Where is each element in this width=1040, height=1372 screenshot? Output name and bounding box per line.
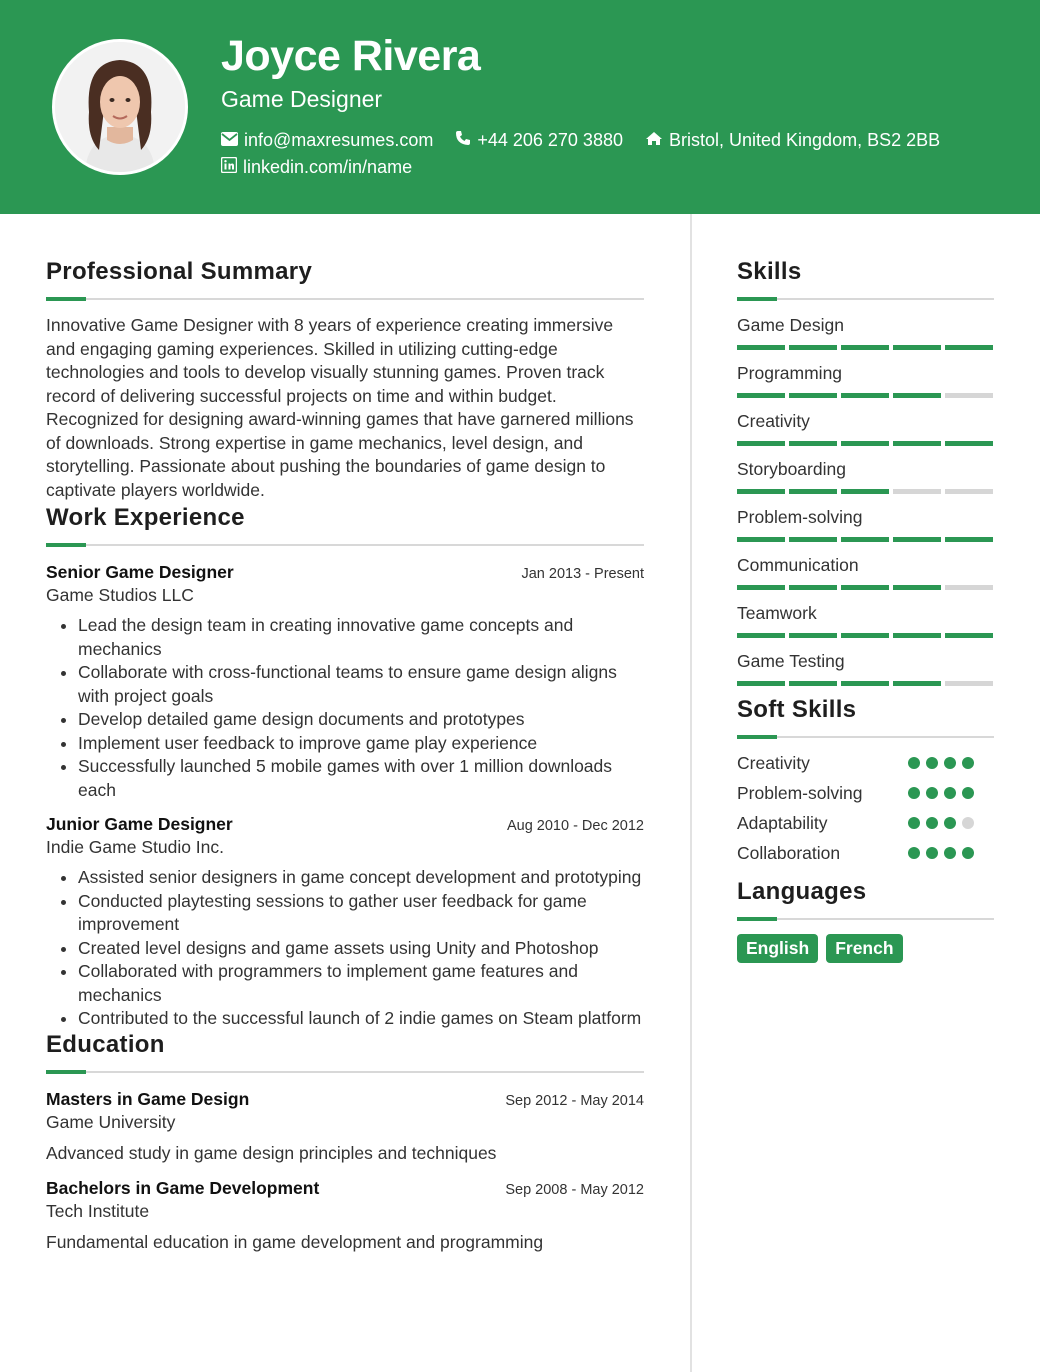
skill-level-segment [789, 441, 837, 446]
section-rule [737, 298, 994, 300]
candidate-name: Joyce Rivera [221, 32, 481, 80]
soft-skills-list [737, 748, 994, 868]
rating-dot [908, 817, 920, 829]
section-rule [46, 1071, 644, 1073]
soft-skill-item [737, 778, 994, 808]
list-item: • Assisted senior designers in game concept development and prototyping [78, 866, 644, 890]
skill-level-segment [893, 681, 941, 686]
rating-dot [908, 757, 920, 769]
resume-header [0, 0, 1040, 214]
soft-skill-name: Adaptability [737, 812, 828, 833]
soft-skill-item [737, 838, 994, 868]
rating-dot [962, 847, 974, 859]
skill-item [737, 506, 994, 542]
skill-level-segment [893, 441, 941, 446]
skill-item [737, 314, 994, 350]
skill-level-segment [789, 537, 837, 542]
soft-skill-name: Collaboration [737, 842, 841, 863]
skill-level-bar [737, 681, 994, 686]
school-name: Tech Institute [46, 1200, 150, 1221]
rating-dot [926, 817, 938, 829]
rating-dot [908, 847, 920, 859]
skill-level-segment [737, 345, 785, 350]
list-item: • Successfully launched 5 mobile games with over 1 million downloads each [78, 755, 644, 802]
skill-level-segment [841, 489, 889, 494]
linkedin-text: linkedin.com/in/name [243, 157, 413, 177]
skill-level-segment [841, 345, 889, 350]
contact-row [221, 130, 962, 151]
skill-item [737, 650, 994, 686]
rating-dot [926, 787, 938, 799]
contact-row-2 [221, 157, 434, 178]
skill-level-bar [737, 393, 994, 398]
skill-level-segment [789, 633, 837, 638]
skill-level-segment [841, 585, 889, 590]
right-column [737, 258, 994, 963]
skill-level-segment [893, 393, 941, 398]
education-entry [46, 1178, 644, 1253]
envelope-icon [221, 130, 244, 151]
rating-dot [944, 787, 956, 799]
skill-item [737, 410, 994, 446]
rating-dot [962, 787, 974, 799]
job-entry [46, 814, 644, 1031]
skill-level-segment [841, 441, 889, 446]
skill-level-bar [737, 489, 994, 494]
summary-section [46, 258, 644, 502]
skill-item [737, 362, 994, 398]
job-company: Indie Game Studio Inc. [46, 837, 225, 857]
skill-name: Programming [737, 363, 843, 383]
profile-photo [52, 39, 188, 175]
education-section [46, 1031, 644, 1253]
soft-skill-name: Problem-solving [737, 782, 863, 803]
languages-list [737, 934, 994, 963]
skill-level-segment [841, 537, 889, 542]
skill-name: Game Design [737, 315, 844, 335]
skill-name: Communication [737, 555, 859, 575]
skill-level-segment [737, 633, 785, 638]
skill-level-segment [789, 489, 837, 494]
section-rule [46, 544, 644, 546]
job-title: Senior Game Designer [46, 562, 234, 582]
skill-level-segment [737, 393, 785, 398]
skills-heading: Skills [737, 258, 802, 285]
skill-level-segment [945, 393, 993, 398]
rating-dot [962, 757, 974, 769]
phone-text: +44 206 270 3880 [477, 130, 623, 150]
skill-level-segment [945, 585, 993, 590]
skill-name: Game Testing [737, 651, 845, 671]
job-company: Game Studios LLC [46, 585, 194, 605]
list-item: • Contributed to the successful launch of 2 indie games on Steam platform [78, 1007, 644, 1031]
list-item: • Collaborated with programmers to implement game features and mechanics [78, 960, 644, 1007]
skill-level-segment [945, 345, 993, 350]
list-item: • Implement user feedback to improve game play experience [78, 732, 644, 756]
work-section [46, 504, 644, 1031]
skill-level-segment [945, 489, 993, 494]
degree-title: Masters in Game Design [46, 1088, 250, 1109]
section-rule [737, 736, 994, 738]
education-date: Sep 2008 - May 2012 [505, 1181, 644, 1198]
languages-heading: Languages [737, 878, 867, 905]
skill-level-segment [841, 393, 889, 398]
soft-skills-section [737, 696, 994, 868]
skill-level-segment [945, 633, 993, 638]
rating-dot [926, 847, 938, 859]
skill-level-segment [789, 393, 837, 398]
skill-name: Problem-solving [737, 507, 863, 527]
language-badge: English [737, 934, 818, 963]
soft-skill-item [737, 808, 994, 838]
candidate-title: Game Designer [221, 86, 383, 112]
skill-level-bar [737, 441, 994, 446]
skill-level-segment [737, 441, 785, 446]
school-name: Game University [46, 1111, 176, 1132]
list-item: • Created level designs and game assets using Unity and Photoshop [78, 937, 644, 961]
list-item: • Conducted playtesting sessions to gather user feedback for game improvement [78, 890, 644, 937]
skill-level-segment [737, 585, 785, 590]
degree-title: Bachelors in Game Development [46, 1177, 320, 1198]
rating-dot [926, 757, 938, 769]
skill-level-segment [945, 681, 993, 686]
skill-name: Teamwork [737, 603, 817, 623]
soft-skill-rating [908, 757, 974, 769]
left-column [46, 258, 644, 1253]
language-badge: French [826, 934, 902, 963]
job-bullets [46, 866, 644, 1031]
contact-email[interactable] [221, 130, 433, 151]
skill-level-bar [737, 585, 994, 590]
education-description: Advanced study in game design principles and techniques [46, 1142, 497, 1163]
soft-skill-rating [908, 817, 974, 829]
section-rule [46, 298, 644, 300]
home-icon [645, 130, 669, 151]
soft-skill-rating [908, 847, 974, 859]
section-rule [737, 918, 994, 920]
rating-dot [944, 757, 956, 769]
contact-linkedin[interactable] [221, 157, 412, 178]
rating-dot [962, 817, 974, 829]
rating-dot [944, 847, 956, 859]
skill-level-segment [893, 489, 941, 494]
skill-level-segment [737, 537, 785, 542]
skill-level-segment [945, 441, 993, 446]
email-text: info@maxresumes.com [244, 130, 434, 150]
education-heading: Education [46, 1030, 165, 1058]
skill-level-segment [789, 345, 837, 350]
job-bullets [46, 614, 644, 802]
skill-level-bar [737, 633, 994, 638]
skill-level-segment [893, 345, 941, 350]
job-date: Jan 2013 - Present [521, 566, 644, 582]
skill-level-segment [737, 681, 785, 686]
education-entry [46, 1089, 644, 1164]
skill-level-bar [737, 537, 994, 542]
education-date: Sep 2012 - May 2014 [505, 1092, 644, 1109]
skills-section [737, 258, 994, 686]
list-item: • Develop detailed game design documents and prototypes [78, 708, 644, 732]
soft-skill-item [737, 748, 994, 778]
skill-name: Creativity [737, 411, 810, 431]
skill-item [737, 458, 994, 494]
rating-dot [908, 787, 920, 799]
column-divider [690, 214, 692, 1372]
summary-heading: Professional Summary [46, 258, 313, 285]
linkedin-icon [221, 157, 243, 178]
education-description: Fundamental education in game development and programming [46, 1231, 544, 1252]
skills-list [737, 314, 994, 686]
job-title: Junior Game Designer [46, 814, 233, 834]
skill-level-segment [841, 681, 889, 686]
soft-skill-rating [908, 787, 974, 799]
skill-level-bar [737, 345, 994, 350]
soft-skills-heading: Soft Skills [737, 696, 857, 723]
skill-level-segment [789, 585, 837, 590]
skill-level-segment [893, 633, 941, 638]
skill-level-segment [789, 681, 837, 686]
contact-phone[interactable] [455, 130, 623, 151]
list-item: • Lead the design team in creating innovative game concepts and mechanics [78, 614, 644, 661]
list-item: • Collaborate with cross-functional teams to ensure game design aligns with project goals [78, 661, 644, 708]
skill-item [737, 554, 994, 590]
soft-skill-name: Creativity [737, 752, 810, 773]
contact-address [645, 130, 940, 151]
skill-name: Storyboarding [737, 459, 846, 479]
skill-level-segment [893, 585, 941, 590]
skill-level-segment [737, 489, 785, 494]
languages-section [737, 878, 994, 963]
job-entry [46, 562, 644, 802]
rating-dot [944, 817, 956, 829]
work-heading: Work Experience [46, 504, 245, 531]
job-date: Aug 2010 - Dec 2012 [506, 818, 644, 834]
skill-level-segment [945, 537, 993, 542]
summary-text: Innovative Game Designer with 8 years of experience creating immersive and engaging gaming experiences. Skilled in utilizing cutting-edge technologies and tools to develop visually stunning games. Proven track record of delivering successful projects on time and within budget. Recognized for designing award-winning games that have garnered millions of downloads. Strong expertise in game mechanics, level design, and storytelling. Passionate about pushing the boundaries of game design to captivate players worldwide. [46, 315, 634, 500]
skill-level-segment [893, 537, 941, 542]
skill-item [737, 602, 994, 638]
phone-icon [455, 130, 477, 151]
skill-level-segment [841, 633, 889, 638]
address-text: Bristol, United Kingdom, BS2 2BB [668, 130, 941, 150]
